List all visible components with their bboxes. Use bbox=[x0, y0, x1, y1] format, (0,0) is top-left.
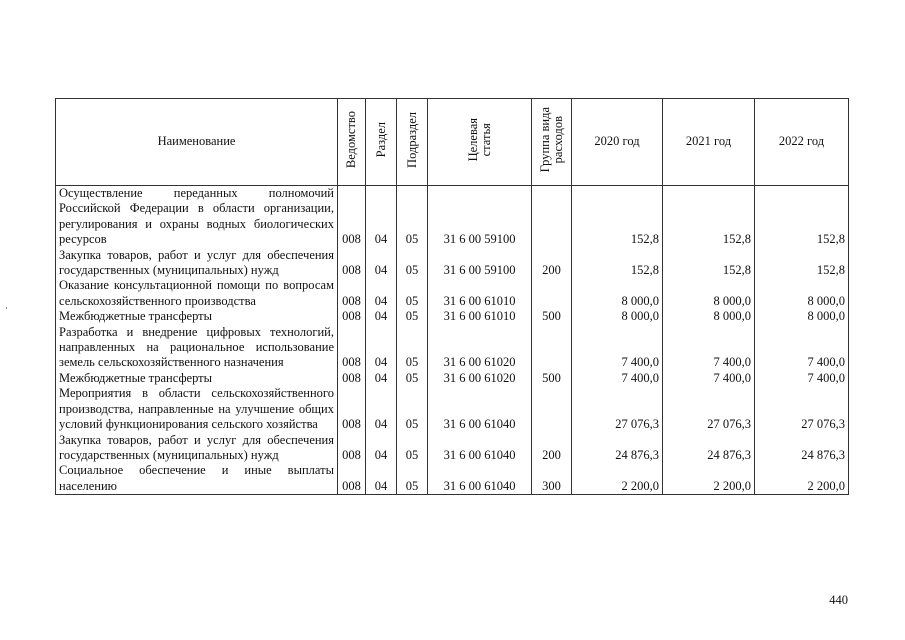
row-podrazdel: 05 bbox=[397, 278, 428, 309]
row-value-2022: 8 000,0 bbox=[755, 278, 849, 309]
row-value-2020: 7 400,0 bbox=[572, 371, 663, 386]
row-razdel: 04 bbox=[366, 463, 397, 494]
row-name: Разработка и внедрение цифровых технологий, направленных на рациональное использование земель сельскохозяйственного назначения bbox=[56, 325, 338, 371]
row-razdel: 04 bbox=[366, 278, 397, 309]
row-razdel: 04 bbox=[366, 371, 397, 386]
row-gruppa-vida: 500 bbox=[532, 371, 572, 386]
table-header-row bbox=[56, 99, 849, 186]
row-value-2021: 8 000,0 bbox=[663, 309, 755, 324]
row-vedomstvo: 008 bbox=[338, 463, 366, 494]
row-celevaya-statya: 31 6 00 61040 bbox=[428, 463, 532, 494]
row-vedomstvo: 008 bbox=[338, 371, 366, 386]
row-podrazdel: 05 bbox=[397, 186, 428, 248]
row-value-2020: 152,8 bbox=[572, 186, 663, 248]
row-gruppa-vida bbox=[532, 325, 572, 371]
row-podrazdel: 05 bbox=[397, 248, 428, 279]
row-podrazdel: 05 bbox=[397, 309, 428, 324]
row-value-2021: 8 000,0 bbox=[663, 278, 755, 309]
row-razdel: 04 bbox=[366, 433, 397, 464]
row-value-2021: 27 076,3 bbox=[663, 386, 755, 432]
row-gruppa-vida: 300 bbox=[532, 463, 572, 494]
table-row bbox=[56, 278, 849, 309]
row-gruppa-vida bbox=[532, 386, 572, 432]
row-value-2022: 152,8 bbox=[755, 248, 849, 279]
table-row bbox=[56, 371, 849, 386]
row-vedomstvo: 008 bbox=[338, 386, 366, 432]
row-value-2020: 24 876,3 bbox=[572, 433, 663, 464]
row-vedomstvo: 008 bbox=[338, 186, 366, 248]
row-gruppa-vida: 200 bbox=[532, 248, 572, 279]
row-vedomstvo: 008 bbox=[338, 278, 366, 309]
table-row bbox=[56, 325, 849, 371]
row-value-2020: 2 200,0 bbox=[572, 463, 663, 494]
row-value-2022: 152,8 bbox=[755, 186, 849, 248]
table-row bbox=[56, 186, 849, 248]
row-celevaya-statya: 31 6 00 59100 bbox=[428, 186, 532, 248]
row-podrazdel: 05 bbox=[397, 325, 428, 371]
header-2021: 2021 год bbox=[663, 99, 755, 186]
row-podrazdel: 05 bbox=[397, 371, 428, 386]
page-number: 440 bbox=[829, 593, 848, 607]
row-vedomstvo: 008 bbox=[338, 309, 366, 324]
row-value-2022: 7 400,0 bbox=[755, 325, 849, 371]
row-value-2022: 8 000,0 bbox=[755, 309, 849, 324]
row-celevaya-statya: 31 6 00 61010 bbox=[428, 278, 532, 309]
row-value-2020: 8 000,0 bbox=[572, 278, 663, 309]
table-row bbox=[56, 248, 849, 279]
row-name: Межбюджетные трансферты bbox=[56, 371, 338, 386]
table-row bbox=[56, 463, 849, 494]
row-podrazdel: 05 bbox=[397, 433, 428, 464]
row-celevaya-statya: 31 6 00 61020 bbox=[428, 371, 532, 386]
row-razdel: 04 bbox=[366, 186, 397, 248]
row-value-2022: 7 400,0 bbox=[755, 371, 849, 386]
header-name: Наименование bbox=[56, 99, 338, 186]
header-vedomstvo: Ведомство bbox=[338, 99, 366, 186]
row-value-2022: 27 076,3 bbox=[755, 386, 849, 432]
row-value-2020: 27 076,3 bbox=[572, 386, 663, 432]
row-value-2021: 7 400,0 bbox=[663, 371, 755, 386]
header-gruppa-vida-rashodov: Группа вида расходов bbox=[532, 99, 572, 186]
row-value-2020: 152,8 bbox=[572, 248, 663, 279]
row-name: Осуществление переданных полномочий Российской Федерации в области организации, регулирования и охраны водных биологических ресурсов bbox=[56, 186, 338, 248]
row-celevaya-statya: 31 6 00 61040 bbox=[428, 386, 532, 432]
row-razdel: 04 bbox=[366, 309, 397, 324]
row-value-2022: 2 200,0 bbox=[755, 463, 849, 494]
row-name: Закупка товаров, работ и услуг для обеспечения государственных (муниципальных) нужд bbox=[56, 248, 338, 279]
budget-table bbox=[55, 98, 849, 495]
row-value-2021: 7 400,0 bbox=[663, 325, 755, 371]
row-gruppa-vida: 500 bbox=[532, 309, 572, 324]
row-podrazdel: 05 bbox=[397, 386, 428, 432]
row-vedomstvo: 008 bbox=[338, 433, 366, 464]
row-value-2020: 7 400,0 bbox=[572, 325, 663, 371]
table-row bbox=[56, 309, 849, 324]
row-vedomstvo: 008 bbox=[338, 248, 366, 279]
row-value-2021: 152,8 bbox=[663, 186, 755, 248]
row-podrazdel: 05 bbox=[397, 463, 428, 494]
row-gruppa-vida: 200 bbox=[532, 433, 572, 464]
row-name: Закупка товаров, работ и услуг для обеспечения государственных (муниципальных) нужд bbox=[56, 433, 338, 464]
row-value-2021: 2 200,0 bbox=[663, 463, 755, 494]
row-razdel: 04 bbox=[366, 386, 397, 432]
row-vedomstvo: 008 bbox=[338, 325, 366, 371]
header-2022: 2022 год bbox=[755, 99, 849, 186]
table-row bbox=[56, 433, 849, 464]
row-celevaya-statya: 31 6 00 61040 bbox=[428, 433, 532, 464]
row-name: Социальное обеспечение и иные выплаты населению bbox=[56, 463, 338, 494]
row-razdel: 04 bbox=[366, 325, 397, 371]
row-celevaya-statya: 31 6 00 59100 bbox=[428, 248, 532, 279]
row-value-2021: 24 876,3 bbox=[663, 433, 755, 464]
row-razdel: 04 bbox=[366, 248, 397, 279]
row-value-2020: 8 000,0 bbox=[572, 309, 663, 324]
header-2020: 2020 год bbox=[572, 99, 663, 186]
table-row bbox=[56, 386, 849, 432]
row-gruppa-vida bbox=[532, 186, 572, 248]
row-gruppa-vida bbox=[532, 278, 572, 309]
row-name: Межбюджетные трансферты bbox=[56, 309, 338, 324]
scan-artifact bbox=[6, 307, 7, 309]
row-name: Оказание консультационной помощи по вопросам сельскохозяйственного производства bbox=[56, 278, 338, 309]
row-celevaya-statya: 31 6 00 61020 bbox=[428, 325, 532, 371]
row-value-2021: 152,8 bbox=[663, 248, 755, 279]
row-celevaya-statya: 31 6 00 61010 bbox=[428, 309, 532, 324]
row-name: Мероприятия в области сельскохозяйственного производства, направленные на улучшение общих условий функционирования сельского хозяйства bbox=[56, 386, 338, 432]
header-razdel: Раздел bbox=[366, 99, 397, 186]
header-celevaya-statya: Целевая статья bbox=[428, 99, 532, 186]
row-value-2022: 24 876,3 bbox=[755, 433, 849, 464]
header-podrazdel: Подраздел bbox=[397, 99, 428, 186]
